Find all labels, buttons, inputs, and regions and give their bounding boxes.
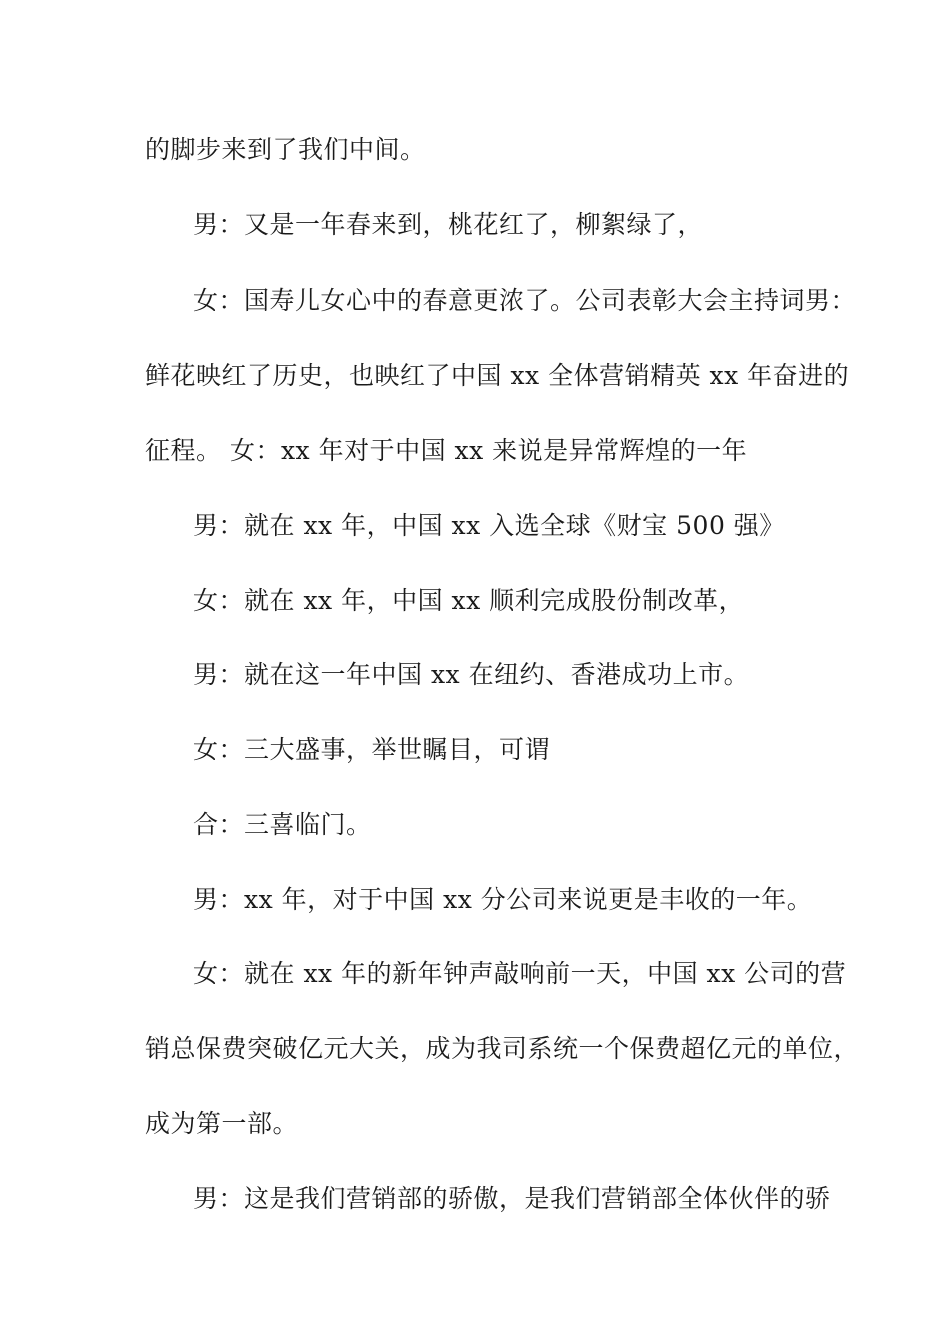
text-line-12: 女：就在 xx 年的新年钟声敲响前一天，中国 xx 公司的营 [193,959,847,988]
text-line-9: 女：三大盛事，举世瞩目，可谓 [193,735,551,764]
text-line-6: 男：就在 xx 年，中国 xx 入选全球《财宝 500 强》 [193,511,785,540]
text-line-7: 女：就在 xx 年，中国 xx 顺利完成股份制改革， [193,586,745,615]
text-line-4: 鲜花映红了历史，也映红了中国 xx 全体营销精英 xx 年奋进的 [145,361,850,390]
text-line-11: 男：xx 年，对于中国 xx 分公司来说更是丰收的一年。 [193,885,813,914]
text-line-8: 男：就在这一年中国 xx 在纽约、香港成功上市。 [193,660,750,689]
text-line-15: 男：这是我们营销部的骄傲，是我们营销部全体伙伴的骄 [193,1184,831,1213]
text-line-14: 成为第一部。 [145,1109,299,1138]
text-line-1: 的脚步来到了我们中间。 [145,135,426,164]
text-line-5: 征程。 女：xx 年对于中国 xx 来说是异常辉煌的一年 [145,436,748,465]
text-line-13: 销总保费突破亿元大关，成为我司系统一个保费超亿元的单位， [145,1034,860,1063]
text-line-10: 合：三喜临门。 [193,810,372,839]
text-line-2: 男：又是一年春来到，桃花红了，柳絮绿了， [193,210,704,239]
text-line-3: 女：国寿儿女心中的春意更浓了。公司表彰大会主持词男： [193,286,857,315]
